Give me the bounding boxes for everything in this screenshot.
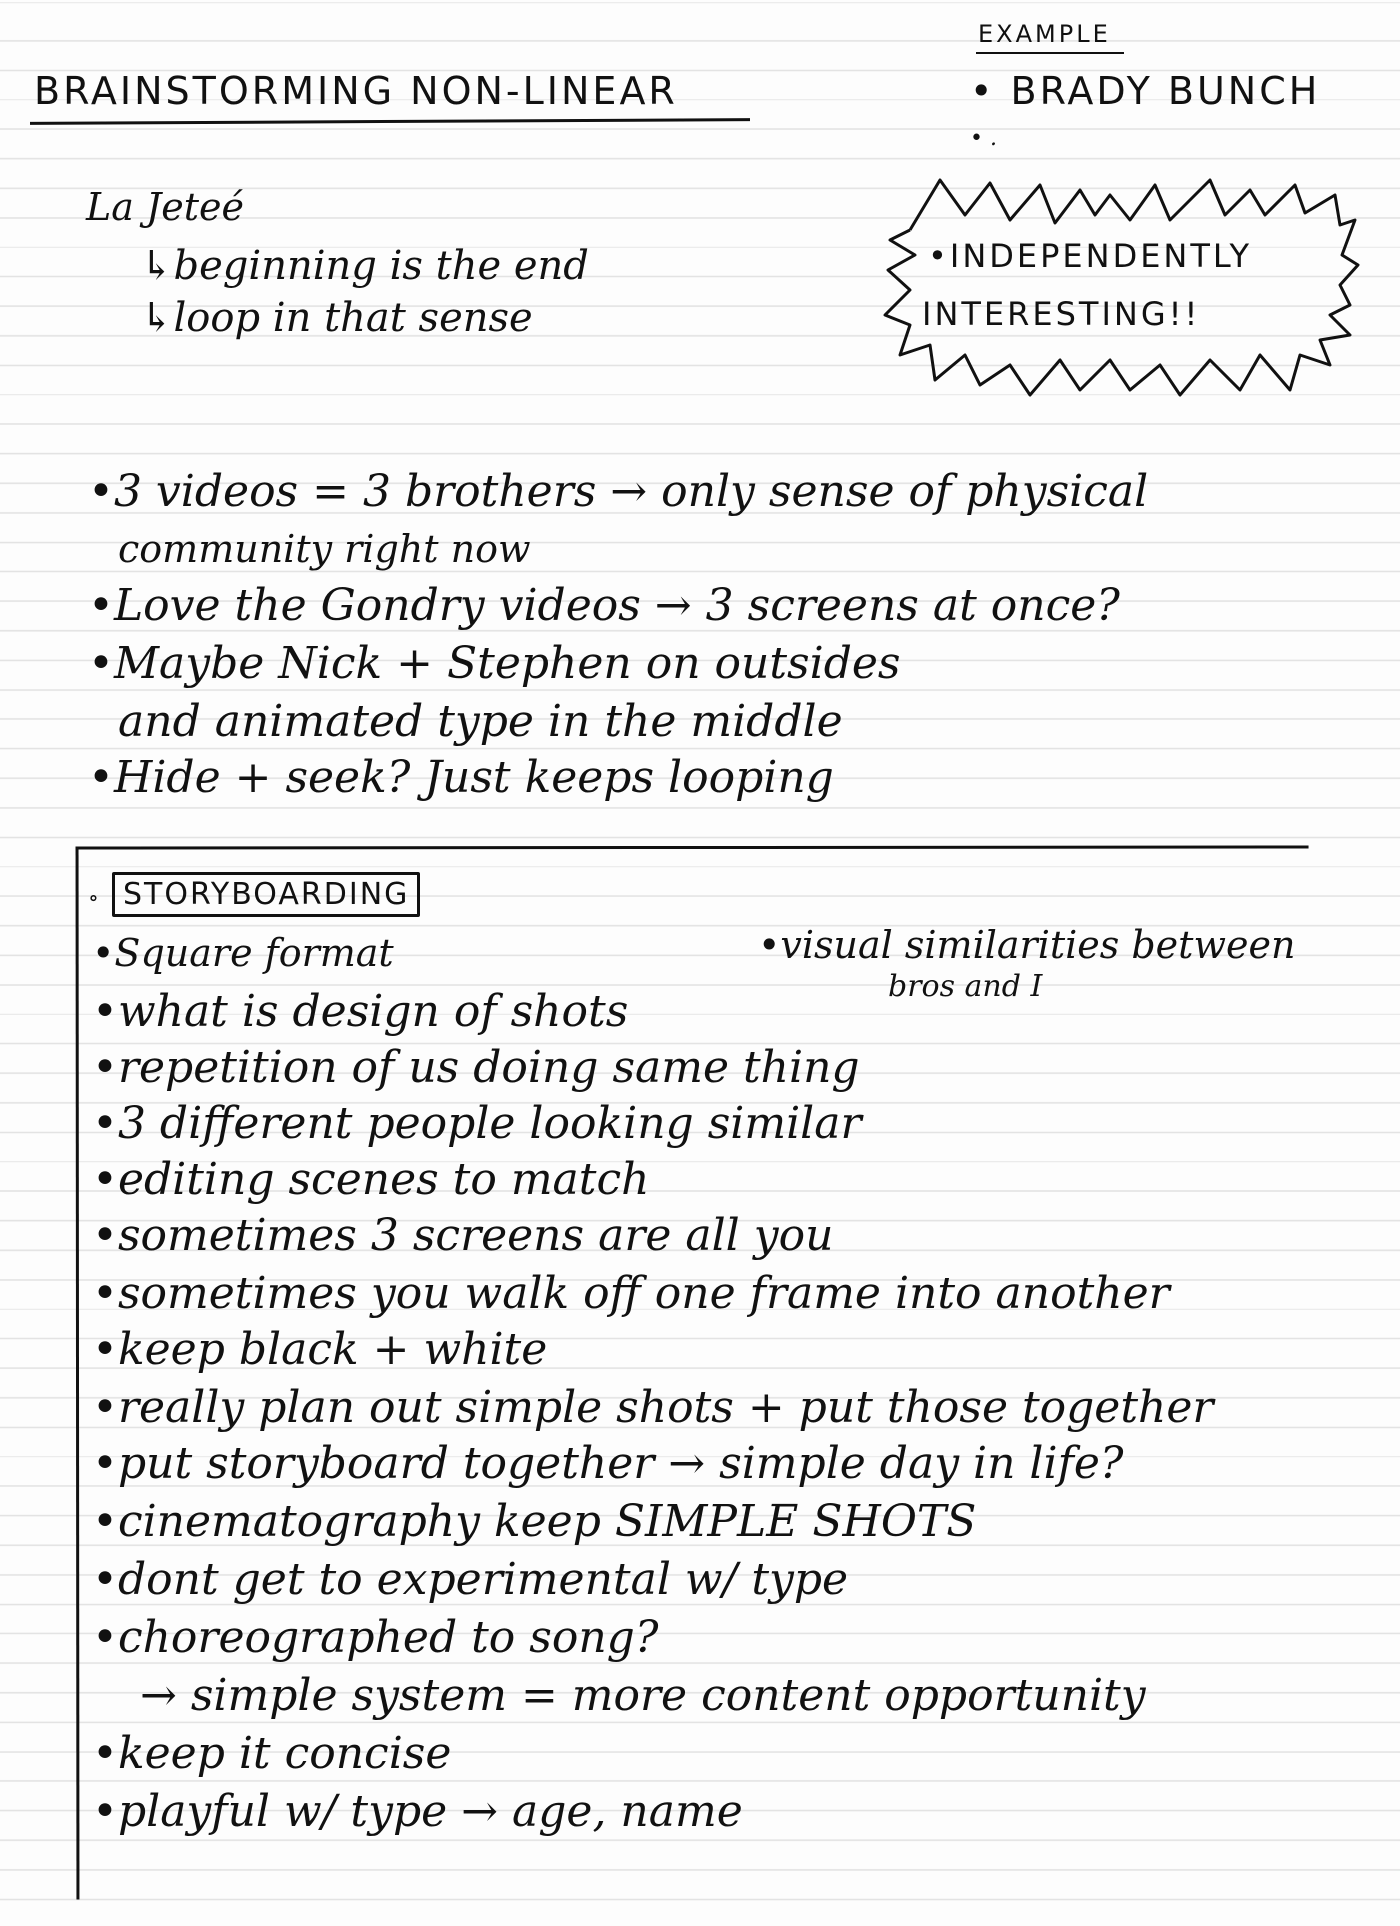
side-note-line-2: bros and I [888, 969, 1043, 1004]
title-underline [30, 118, 750, 125]
storyboard-line-1: •Square format [92, 931, 394, 975]
storyboard-line-4: •3 different people looking similar [92, 1098, 862, 1149]
storyboard-line-11: •cinematography keep SIMPLE SHOTS [92, 1496, 977, 1547]
la-jetee-line-1: ↳beginning is the end [140, 243, 589, 289]
idea-line-6: •Hide + seek? Just keeps looping [88, 752, 834, 803]
idea-line-5: and animated type in the middle [118, 696, 843, 747]
la-jetee-line-2: ↳loop in that sense [140, 295, 533, 341]
storyboard-line-9: •really plan out simple shots + put those together [92, 1382, 1214, 1433]
storyboard-line-8: •keep black + white [92, 1324, 548, 1375]
storyboard-line-7: •sometimes you walk off one frame into another [92, 1268, 1170, 1319]
storyboard-line-16: •playful w/ type → age, name [92, 1786, 743, 1837]
storyboard-line-13: •choreographed to song? [92, 1612, 659, 1663]
example-label: EXAMPLE [978, 20, 1111, 48]
example-item: • BRADY BUNCH [970, 69, 1321, 113]
storyboard-line-5: •editing scenes to match [92, 1154, 650, 1205]
side-note-line-1: •visual similarities between [758, 923, 1296, 967]
la-jetee-title: La Jeteé [86, 185, 244, 229]
idea-line-3: •Love the Gondry videos → 3 screens at once? [88, 580, 1120, 631]
storyboarding-heading-box [112, 872, 420, 917]
storyboard-line-14: → simple system = more content opportunity [140, 1670, 1146, 1721]
idea-line-2: community right now [118, 527, 531, 571]
callout-line-1: •INDEPENDENTLY [928, 237, 1253, 275]
page-title: BRAINSTORMING NON-LINEAR [34, 69, 678, 113]
storyboard-line-12: •dont get to experimental w/ type [92, 1554, 849, 1605]
storyboard-line-15: •keep it concise [92, 1728, 452, 1779]
storyboard-line-10: •put storyboard together → simple day in life? [92, 1438, 1124, 1489]
storyboarding-heading: STORYBOARDING [123, 877, 410, 912]
storyboard-line-3: •repetition of us doing same thing [92, 1042, 860, 1093]
storyboarding-bullet: ∘ [88, 886, 99, 911]
burst-callout-outline [880, 175, 1360, 400]
storyboard-line-2: •what is design of shots [92, 986, 629, 1037]
idea-line-4: •Maybe Nick + Stephen on outsides [88, 638, 901, 689]
storyboard-line-6: •sometimes 3 screens are all you [92, 1210, 834, 1261]
idea-line-1: •3 videos = 3 brothers → only sense of physical [88, 466, 1149, 517]
callout-line-2: INTERESTING!! [922, 295, 1201, 333]
example-dots: • . [970, 126, 997, 151]
example-underline [976, 52, 1124, 54]
